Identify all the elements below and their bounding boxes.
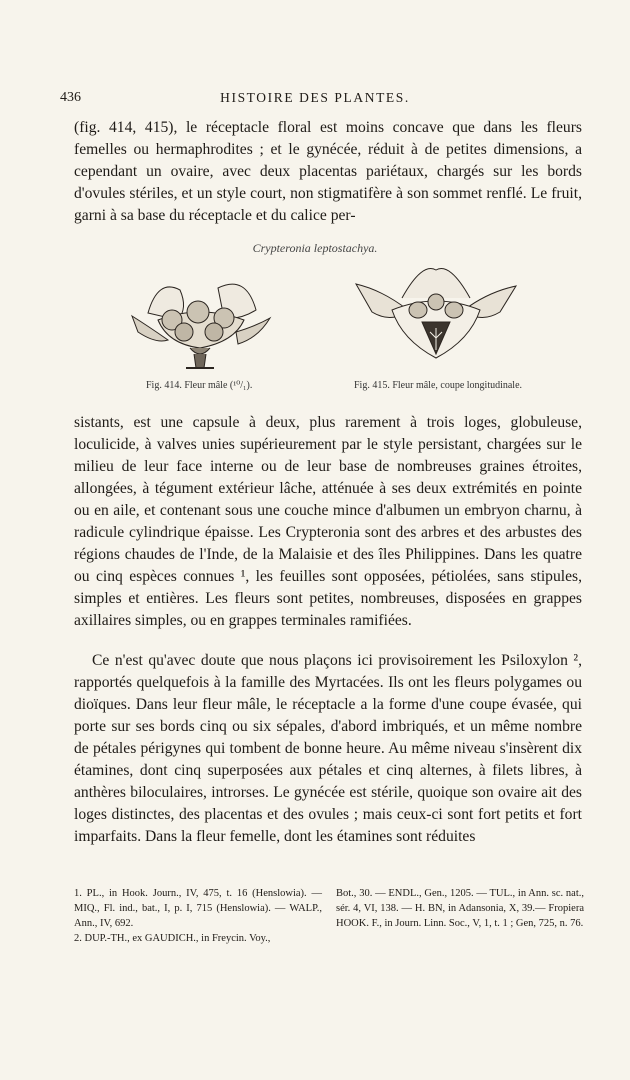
footnote-2: 2. DUP.-TH., ex GAUDICH., in Freycin. Voy., bbox=[74, 933, 271, 944]
figure-caption-415: Fig. 415. Fleur mâle, coupe longitudinale. bbox=[354, 380, 523, 391]
flower-illustration-414 bbox=[128, 268, 274, 378]
footnotes-right-column bbox=[336, 886, 584, 931]
footnotes-left-column bbox=[74, 886, 322, 946]
running-title: HISTOIRE DES PLANTES. bbox=[220, 90, 410, 105]
footnote-2-continued: Bot., 30. — ENDL., Gen., 1205. — TUL., in Ann. sc. nat., sér. 4, VI, 138. — H. BN, in Adansonia, X, 39.— Fropiera HOOK. F., in Journ. Linn. Soc., V, 1, t. 1 ; Gen, 725, n. 76. bbox=[336, 888, 584, 929]
paragraph-3: Ce n'est qu'avec doute que nous plaçons ici provisoirement les Psiloxylon ², rapportés quelquefois à la famille des Myrtacées. Ils ont les fleurs polygames ou dioïques. Dans leur fleur mâle, le réceptacle a la forme d'une coupe évasée, qui porte sur ses bords cinq ou six sépales, d'abord imbriqués, et un même nombre de pétales périgynes qui tombent de bonne heure. Au même niveau s'insèrent dix étamines, dont cinq superposées aux pétales et cinq alternes, à filets libres, à anthères biloculaires, introrses. Le gynécée est stérile, quoique son ovaire ait des loges distinctes, des placentas et des ovules ; mais ceux-ci sont fort petits et fort imparfaits. Dans la fleur femelle, dont les étamines sont réduites bbox=[74, 652, 582, 845]
paragraph-2: sistants, est une capsule à deux, plus rarement à trois loges, globuleuse, loculicide, à valves unies supérieurement par le style persistant, chargées sur le milieu de leur face interne ou de leur base de nombreuses graines étroites, allongées, à tégument extérieur lâche, atténuée à ses deux extrémités en pointe ou en aile, et contenant sous une couche mince d'albumen un embryon charnu, à radicule cylindrique épaisse. Les Crypteronia sont des arbres et des arbustes des régions chaudes de l'Inde, de la Malaisie et des îles Philippines. Dans les quatre ou cinq espèces connues ¹, les feuilles sont opposées, pétiolées, sans stipules, simples et entières. Les fleurs sont petites, nombreuses, disposées en grappes axillaires simples, ou en grappes terminales ramifiées. bbox=[74, 414, 582, 629]
figure-title: Crypteronia leptostachya. bbox=[252, 241, 378, 255]
paragraph-1: (fig. 414, 415), le réceptacle floral est moins concave que dans les fleurs femelles ou hermaphrodites ; et le gynécée, réduit à de petites dimensions, a cependant un ovaire, avec deux placentas pariétaux, chargés sur les bords d'ovules stériles, et un style court, non stigmatifère à son sommet renflé. Le fruit, garni à sa base du réceptacle et du calice per- bbox=[74, 119, 582, 224]
page-number: 436 bbox=[60, 90, 81, 105]
footnote-1: 1. PL., in Hook. Journ., IV, 475, t. 16 (Henslowia). — MIQ., Fl. ind., bat., I, p. I, 715 (Henslowia). — WALP., Ann., IV, 692. bbox=[74, 888, 322, 929]
figure-caption-414: Fig. 414. Fleur mâle (¹⁰/₁). bbox=[146, 380, 253, 391]
flower-illustration-415 bbox=[352, 262, 520, 374]
